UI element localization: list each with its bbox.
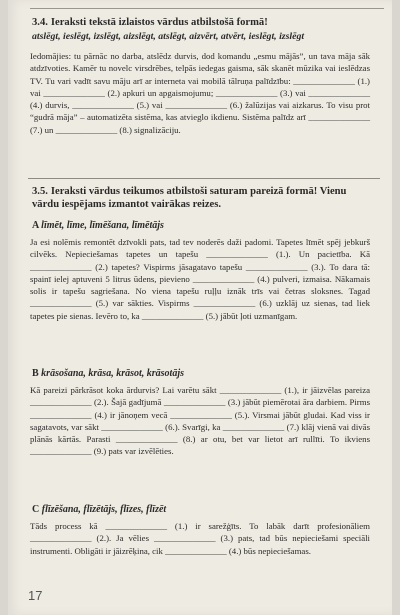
page-number: 17: [28, 588, 43, 603]
exercise-3-5-title: [32, 185, 362, 211]
word-list: flīzēšana, flīzētājs, flīzes, flīzēt: [41, 504, 167, 515]
word-list: līmēt, līme, līmēšana, līmētājs: [41, 220, 164, 231]
exercise-instruction: Ieraksti vārdus teikumos atbilstoši saturam pareizā formā! Vienu vārdu iespējams izmantot vairākas reizes.: [32, 186, 347, 210]
part-a-heading: [32, 220, 372, 232]
part-c-text: [30, 520, 370, 557]
part-b-text: [30, 384, 370, 458]
exercise-text: Ja esi nolēmis remontēt dzīvokli pats, tad tev noderēs daži padomi. Tapetes līmēt spēj jebkurš cilvēks. Nepieciešamas tapetes un tapešu ______________ (1.). Un pacietība. Kā ______________ (2.) tapetes? Vispirms jāsagatavo tapešu ______________ (3.). To dara tā: spainī ielej aptuveni 5 litrus ūdens, pievieno ______________ (4.) pulveri, izmaisa. Nākamais solis ir tapešu sagriešana. No viena tapešu ruļļu iznāk trīs vai četras sloksnes. Tagad ______________ (5.) var sākties. Vispirms ______________ (6.) uzklāj uz sienas, tad liek tapetes pie sienas. Ievēro to, ka ______________ (5.) jābūt ļoti uzmanīgam.: [30, 237, 370, 321]
top-rule: [30, 8, 384, 9]
section-divider: [28, 178, 380, 179]
exercise-text: Tāds process kā ______________ (1.) ir sarežģīts. To labāk darīt profesionāliem ______________ (2.). Ja vēlies ______________ (3.) pats, tad būs nepieciešami speciāli instrumenti. Obligāti ir jāizrēķina, cik ______________ (4.) būs nepieciešamas.: [30, 521, 370, 556]
part-a-text: [30, 236, 370, 322]
part-letter: C: [32, 504, 40, 515]
workbook-page: [8, 0, 392, 615]
exercise-text: Iedomājies: tu pārnāc no darba, atslēdz durvis, dod komandu „esmu mājās”, un tava māja sāk atdzīvoties. Kamēr tu novelc virsdrēbes, telpās iedegas gaisma, sāk skanēt mūzika vai ieslēdzas TV. Tu vari vadīt savu māju arī ar interneta vai mobilā tālruņa palīdzību: ______________ (1.) vai ______________ (2.) apkuri un apgaismojumu; ______________ (3.) vai ______________ (4.) durvis, ______________ (5.) vai ______________ (6.) žalūzijas vai aizkarus. To visu prot “gudrā māja” – automatizēta sistēma, kas atvieglo ikdienu. Sistēma palīdz arī ______________ (7.) un ______________ (8.) signalizāciju.: [30, 51, 370, 135]
exercise-number: 3.5.: [32, 186, 48, 197]
part-letter: A: [32, 220, 39, 231]
exercise-3-4-title: [32, 16, 362, 29]
exercise-number: 3.4.: [32, 17, 48, 28]
part-letter: B: [32, 368, 39, 379]
part-c-heading: [32, 504, 372, 516]
exercise-3-4-text: [30, 50, 370, 136]
exercise-text: Kā pareizi pārkrāsot koka ārdurvis? Lai varētu sākt ______________ (1.), ir jāizvēlas pareiza ______________ (2.). Šajā gadījumā ______________ (3.) jābūt piemērotai āra darbiem. Pirms ______________ (4.) ir jānoņem vecā ______________ (5.). Virsmai jābūt gludai. Kad viss ir sagatavots, var sākt ______________ (6.). Svarīgi, ka ______________ (7.) klāj vienā vai divās plānās kārtās. Parasti ______________ (8.) ar otu, bet var lietot arī rullīti. To ikviens ______________ (9.) pats var izvēlēties.: [30, 385, 370, 457]
part-b-heading: [32, 368, 372, 380]
exercise-3-4-words: [32, 30, 362, 43]
word-list: krāsošana, krāsa, krāsot, krāsotājs: [41, 368, 184, 379]
exercise-instruction: Ieraksti tekstā izlaistos vārdus atbilstošā formā!: [50, 17, 268, 28]
word-list: atslēgt, ieslēgt, izslēgt, aizslēgt, atslēgt, aizvērt, atvērt, ieslēgt, izslēgt: [32, 31, 305, 42]
